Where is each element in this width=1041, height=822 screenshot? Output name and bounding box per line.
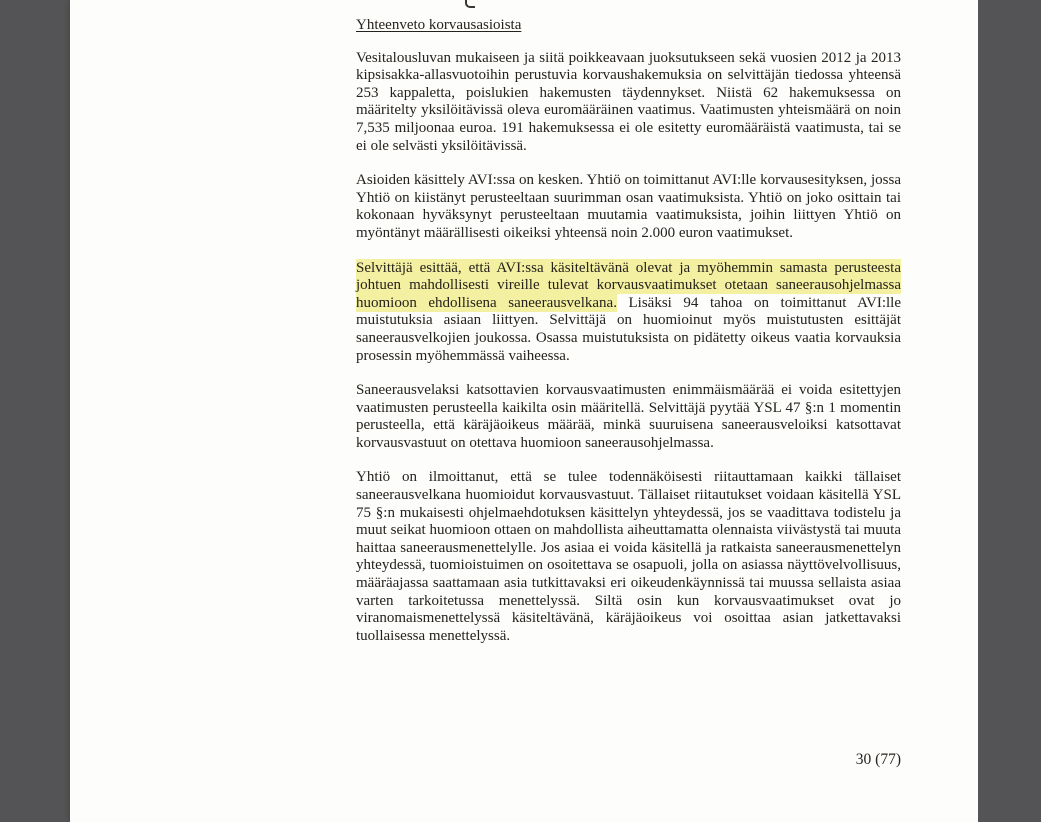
viewer-background-right xyxy=(978,0,1041,822)
paragraph-1: Vesitalousluvan mukaiseen ja siitä poikkeavaan juoksutukseen sekä vuosien 2012 ja 2013 kipsisakka-allasvuotoihin perustuvia korvaushakemuksia on selvittäjän tiedossa yhteensä 253 kappaletta, poislukien hakemusten täydennykset. Niistä 62 hakemuksessa on määritelty yksilöitävissä oleva euromääräinen vaatimus. Vaatimusten yhteismäärä on noin 7,535 miljoonaa euroa. 191 hakemuksessa ei ole esitetty euromääräistä vaatimusta, tai se ei ole selvästi yksilöitävissä. xyxy=(356,49,901,154)
document-page xyxy=(70,0,978,822)
page-text-block xyxy=(356,17,901,645)
paragraph-3-continuation: Lisäksi 94 tahoa on toimittanut AVI:lle muistutuksia asiaan liittyen. Selvittäjä on huomioinut myös muistutusten esittäjät saneerausvelkojien joukossa. Osassa muistutuksista on pidätetty oikeus vaatia korvauksia prosessin myöhemmässä vaiheessa. xyxy=(356,294,901,364)
paragraph-3 xyxy=(356,260,901,366)
viewer-background-left xyxy=(0,0,70,822)
clipped-character-fragment xyxy=(465,0,475,8)
section-heading: Yhteenveto korvausasioista xyxy=(356,17,522,33)
highlighted-passage: Selvittäjä esittää, että AVI:ssa käsiteltävänä olevat ja myöhemmin samasta perusteesta johtuen mahdollisesti vireille tulevat korvausvaatimukset otetaan saneerausohjelmassa huomioon ehdollisena saneerausvelkana. xyxy=(356,259,901,311)
paragraph-5: Yhtiö on ilmoittanut, että se tulee todennäköisesti riitauttamaan kaikki tällaiset saneerausvelkana huomioidut korvausvastuut. Tällaiset riitautukset voidaan käsitellä YSL 75 §:n mukaisesti ohjelmaehdotuksen käsittelyn yhteydessä, jos se vaadittava todistelu ja muut seikat huomioon ottaen on mahdollista aiheuttamatta olennaista viivästystä tai muuta haittaa saneerausmenettelylle. Jos asiaa ei voida käsitellä ja ratkaista saneerausmenettelyn yhteydessä, tuomioistuimen on osoitettava se osapuoli, jolla on asiassa näyttövelvollisuus, määräajassa saattamaan asia tutkittavaksi eri oikeudenkäynnissä tai muussa sellaista asiaa varten tarkoitetussa menettelyssä. Siltä osin kun korvausvaatimukset ovat jo viranomaismenettelyssä käsiteltävänä, käräjäoikeus voi osoittaa asian jatkettavaksi tuollaisessa menettelyssä. xyxy=(356,469,901,644)
paragraph-4: Saneerausvelaksi katsottavien korvausvaatimusten enimmäismäärää ei voida esitettyjen vaatimusten perusteella kaikilta osin määritellä. Selvittäjä pyytää YSL 47 §:n 1 momentin perusteella, että käräjäoikeus määrää, minkä suuruisena saneerausveloiksi katsottavat korvausvastuut on otettava huomioon saneerausohjelmassa. xyxy=(356,382,901,451)
page-number: 30 (77) xyxy=(855,751,901,768)
paragraph-2: Asioiden käsittely AVI:ssa on kesken. Yhtiö on toimittanut AVI:lle korvausesityksen, jossa Yhtiö on kiistänyt perusteeltaan suurimman osan vaatimuksista. Yhtiö on joko osittain tai kokonaan hyväksynyt perusteeltaan muutamia vaatimuksista, joihin liittyen Yhtiö on myöntänyt määrällisesti oikeiksi yhteensä noin 2.000 euron vaatimukset. xyxy=(356,172,901,241)
